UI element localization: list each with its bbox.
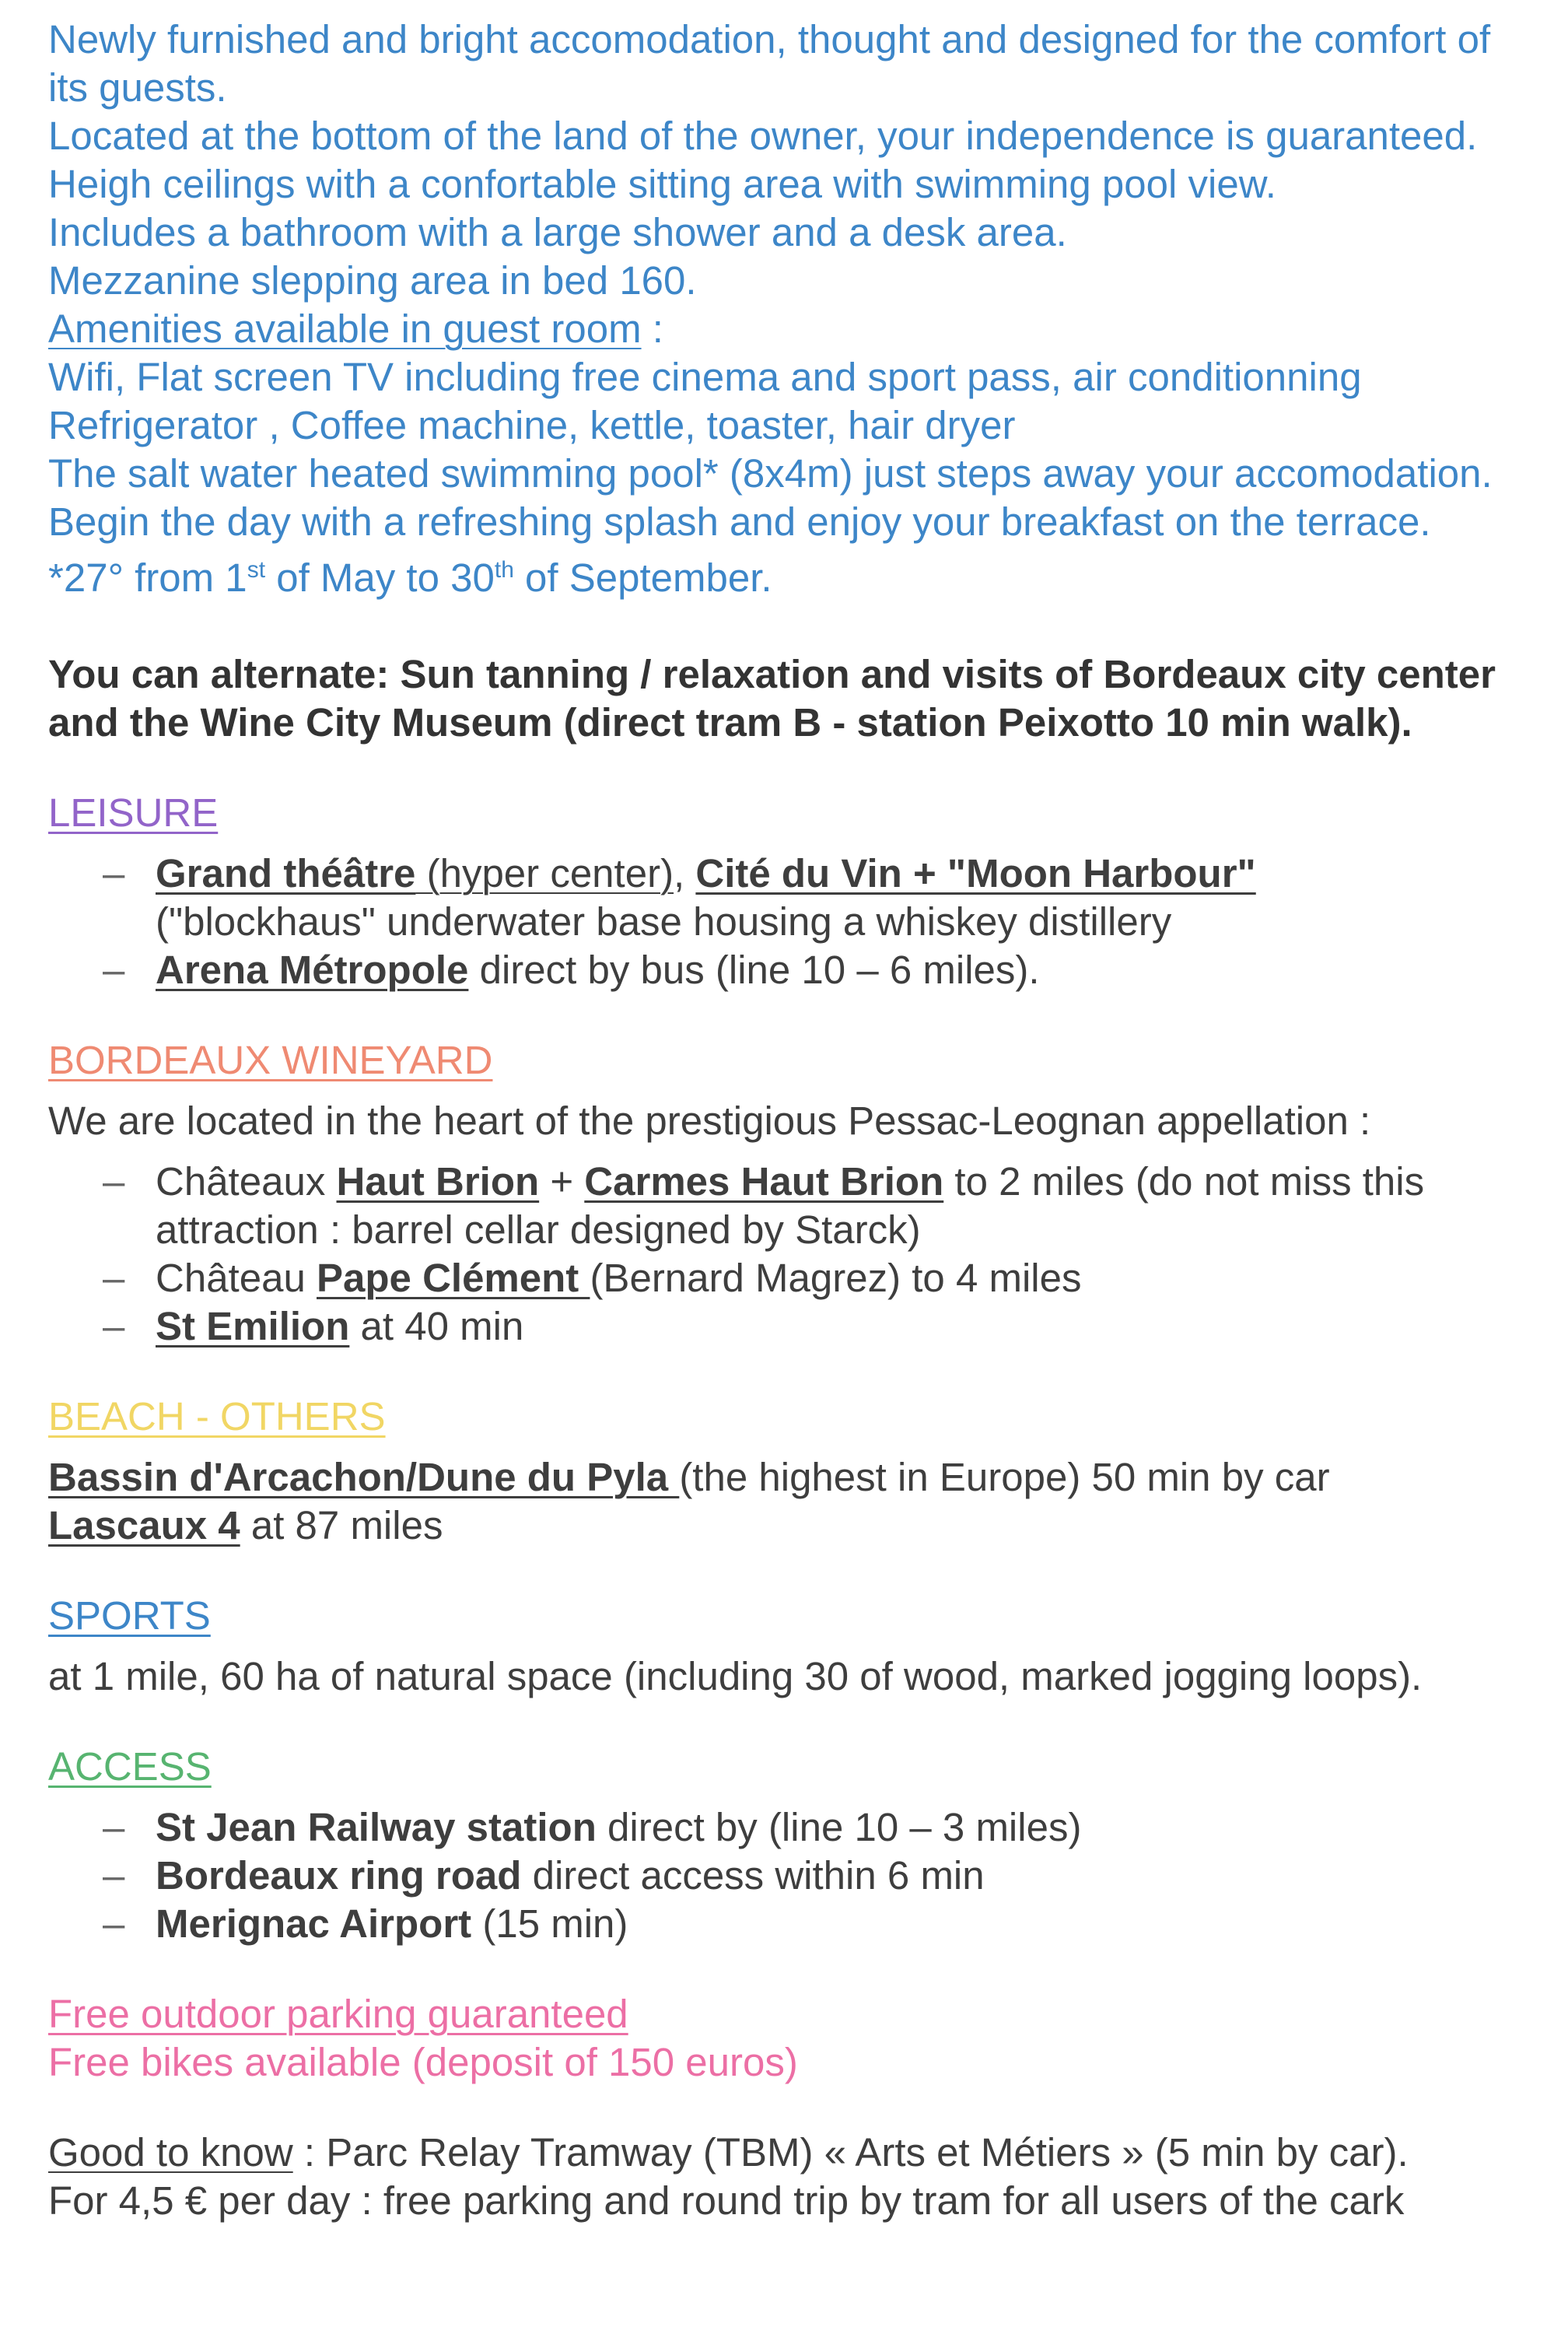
sports-section bbox=[48, 1592, 1537, 1701]
pape-clement-link[interactable]: Pape Clément bbox=[317, 1256, 590, 1300]
lascaux-link[interactable]: Lascaux 4 bbox=[48, 1503, 240, 1547]
intro-line-2: Located at the bottom of the land of the owner, your independence is guaranteed. bbox=[48, 114, 1478, 158]
st-emilion-text: at 40 min bbox=[349, 1304, 524, 1348]
plus-text: + bbox=[539, 1159, 585, 1204]
good-to-know-line-1 bbox=[48, 2129, 1537, 2177]
carmes-text: to 2 miles (do not miss this attraction : barrel cellar designed by Starck) bbox=[156, 1159, 1425, 1252]
hyper-center-link[interactable]: (hyper center) bbox=[415, 851, 674, 895]
sports-heading: SPORTS bbox=[48, 1593, 211, 1638]
cite-du-vin-link[interactable]: Cité du Vin + "Moon Harbour" bbox=[695, 851, 1256, 895]
intro-line-1: Newly furnished and bright accomodation, thought and designed for the comfort of its guests. bbox=[48, 17, 1491, 110]
amenities-line-2: Refrigerator , Coffee machine, kettle, toaster, hair dryer bbox=[48, 403, 1016, 447]
arena-metropole-link[interactable]: Arena Métropole bbox=[156, 948, 469, 992]
good-to-know-section bbox=[48, 2129, 1537, 2225]
list-item bbox=[156, 946, 1537, 994]
pool-text: The salt water heated swimming pool* (8x4m) just steps away your accomodation. Begin the day with a refreshing splash and enjoy your breakfast on the terrace. bbox=[48, 451, 1493, 544]
airport-label: Merignac Airport bbox=[156, 1901, 472, 1946]
wineyard-section bbox=[48, 1036, 1537, 1351]
lascaux-text: at 87 miles bbox=[240, 1503, 443, 1547]
intro-line-3: Heigh ceilings with a confortable sitting area with swimming pool view. bbox=[48, 162, 1276, 206]
beach-line-1 bbox=[48, 1453, 1537, 1502]
comma: , bbox=[674, 851, 696, 895]
list-item bbox=[156, 1158, 1537, 1254]
airport-text: (15 min) bbox=[471, 1901, 628, 1946]
beach-section bbox=[48, 1393, 1537, 1550]
pape-clement-text: (Bernard Magrez) to 4 miles bbox=[590, 1256, 1082, 1300]
intro-line-4: Includes a bathroom with a large shower and a desk area. bbox=[48, 210, 1067, 254]
good-to-know-line-2: For 4,5 € per day : free parking and round trip by tram for all users of the cark bbox=[48, 2178, 1405, 2223]
tagline: You can alternate: Sun tanning / relaxation and visits of Bordeaux city center and the Wine City Museum (direct tram B - station Peixotto 10 min walk). bbox=[48, 652, 1496, 745]
arcachon-link[interactable]: Bassin d'Arcachon/Dune du Pyla bbox=[48, 1455, 680, 1499]
parking-link[interactable]: Free outdoor parking guaranteed bbox=[48, 1992, 628, 2036]
st-jean-text: direct by (line 10 – 3 miles) bbox=[596, 1805, 1082, 1849]
ring-road-text: direct access within 6 min bbox=[521, 1853, 985, 1898]
chateau-text: Château bbox=[156, 1256, 317, 1300]
good-to-know-link[interactable]: Good to know bbox=[48, 2130, 293, 2175]
beach-heading: BEACH - OTHERS bbox=[48, 1394, 386, 1439]
intro-section bbox=[48, 16, 1537, 602]
haut-brion-link[interactable]: Haut Brion bbox=[336, 1159, 540, 1204]
intro-line-5: Mezzanine slepping area in bed 160. bbox=[48, 258, 697, 303]
amenities-heading-line bbox=[48, 305, 1537, 353]
carmes-haut-brion-link[interactable]: Carmes Haut Brion bbox=[584, 1159, 944, 1204]
pool-note-b: of May to 30 bbox=[265, 555, 495, 600]
list-item bbox=[156, 1852, 1537, 1900]
st-emilion-link[interactable]: St Emilion bbox=[156, 1304, 350, 1348]
leisure-section bbox=[48, 789, 1537, 994]
beach-line-2 bbox=[48, 1502, 1537, 1550]
list-item bbox=[156, 1302, 1537, 1351]
parking-section bbox=[48, 1990, 1537, 2087]
leisure-list bbox=[48, 850, 1537, 994]
wineyard-intro: We are located in the heart of the prestigious Pessac-Leognan appellation : bbox=[48, 1099, 1371, 1143]
list-item bbox=[156, 850, 1537, 946]
good-to-know-text: : Parc Relay Tramway (TBM) « Arts et Métiers » (5 min by car). bbox=[292, 2130, 1409, 2175]
pool-note-a: *27° from 1 bbox=[48, 555, 247, 600]
ring-road-label: Bordeaux ring road bbox=[156, 1853, 522, 1898]
list-item bbox=[156, 1900, 1537, 1948]
pool-note-sup-1: st bbox=[247, 557, 266, 583]
leisure-heading: LEISURE bbox=[48, 790, 219, 835]
wineyard-list bbox=[48, 1158, 1537, 1351]
access-heading: ACCESS bbox=[48, 1744, 212, 1789]
pool-paragraph bbox=[48, 450, 1537, 602]
wineyard-heading: BORDEAUX WINEYARD bbox=[48, 1038, 493, 1082]
bikes-text: Free bikes available (deposit of 150 euros) bbox=[48, 2040, 798, 2084]
amenities-colon: : bbox=[641, 307, 663, 351]
access-section bbox=[48, 1743, 1537, 1948]
chateaux-text: Châteaux bbox=[156, 1159, 337, 1204]
parking-heading-line bbox=[48, 1990, 1537, 2038]
st-jean-label: St Jean Railway station bbox=[156, 1805, 597, 1849]
pool-note-c: of September. bbox=[513, 555, 772, 600]
sports-text: at 1 mile, 60 ha of natural space (including 30 of wood, marked jogging loops). bbox=[48, 1654, 1423, 1698]
pool-note-sup-2: th bbox=[494, 557, 514, 583]
arcachon-text: (the highest in Europe) 50 min by car bbox=[679, 1455, 1330, 1499]
blockhaus-text: ("blockhaus" underwater base housing a whiskey distillery bbox=[156, 899, 1172, 944]
list-item bbox=[156, 1803, 1537, 1852]
amenities-line-1: Wifi, Flat screen TV including free cinema and sport pass, air conditionning bbox=[48, 355, 1362, 399]
arena-text: direct by bus (line 10 – 6 miles). bbox=[468, 948, 1040, 992]
grand-theatre-link[interactable]: Grand théâtre bbox=[156, 851, 416, 895]
amenities-link[interactable]: Amenities available in guest room bbox=[48, 307, 642, 351]
access-list bbox=[48, 1803, 1537, 1948]
list-item bbox=[156, 1254, 1537, 1302]
